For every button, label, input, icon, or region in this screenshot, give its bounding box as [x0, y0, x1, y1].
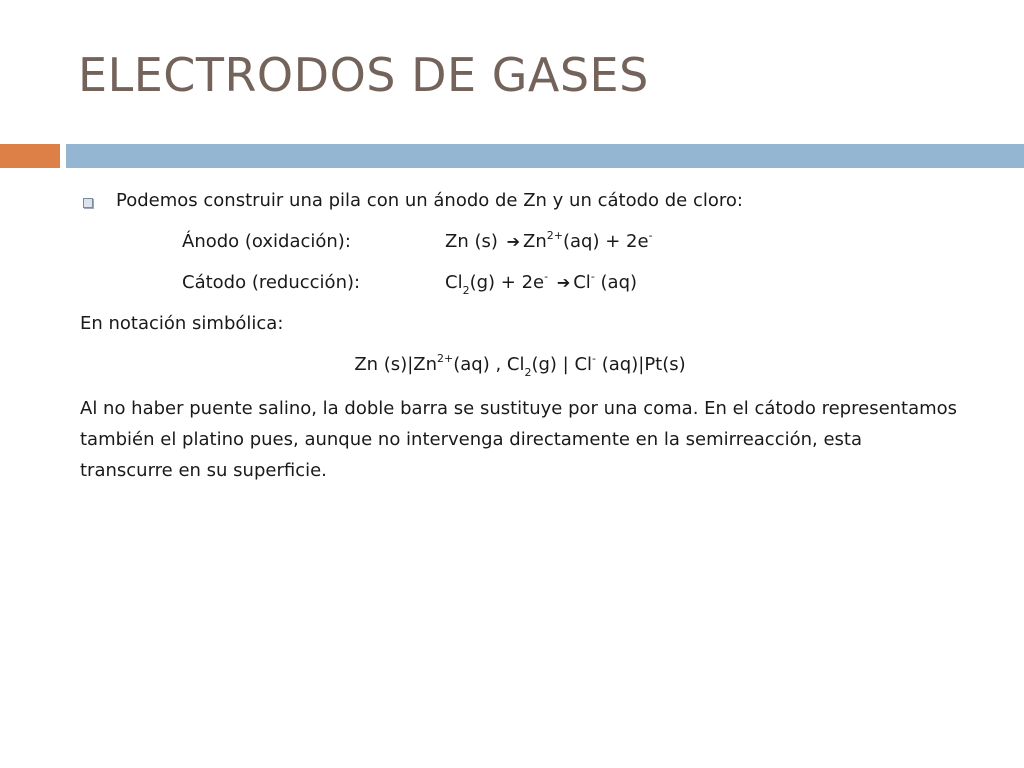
symbolic-notation: Zn $(s)|Zn^{2+}(aq)$ , $Cl_2(g)$ | Cl- (aq)|Pt(s)	[354, 352, 686, 379]
accent-bar-blue	[66, 144, 1024, 168]
arrow-icon: ➔	[506, 232, 521, 251]
cathode-row	[80, 268, 960, 309]
square-bullet-icon	[83, 198, 93, 208]
slide-title: ELECTRODOS DE GASES	[78, 48, 649, 102]
anode-row	[80, 227, 960, 268]
slide-content	[80, 186, 960, 486]
bullet-text: Podemos construir una pila con un ánodo de Zn y un cátodo de cloro:	[116, 190, 743, 211]
anode-label: Ánodo (oxidación):	[182, 231, 351, 252]
anode-equation: Zn (s) ➔ $Zn^{2+}(aq) + 2e^-$	[445, 229, 653, 252]
arrow-icon: ➔	[556, 273, 571, 292]
cathode-label: Cátodo (reducción):	[182, 272, 361, 293]
accent-bar-orange	[0, 144, 60, 168]
bullet-item	[80, 186, 960, 227]
cathode-equation: $Cl_2(g) + 2e^-$ ➔ Cl- (aq)	[445, 270, 638, 297]
notation-label: En notación simbólica:	[80, 313, 284, 334]
explanation-paragraph: Al no haber puente salino, la doble barra se sustituye por una coma. En el cátodo representamos también el platino pues, aunque no intervenga directamente en la semirreacción, esta transcurre en su superficie.	[80, 398, 958, 481]
